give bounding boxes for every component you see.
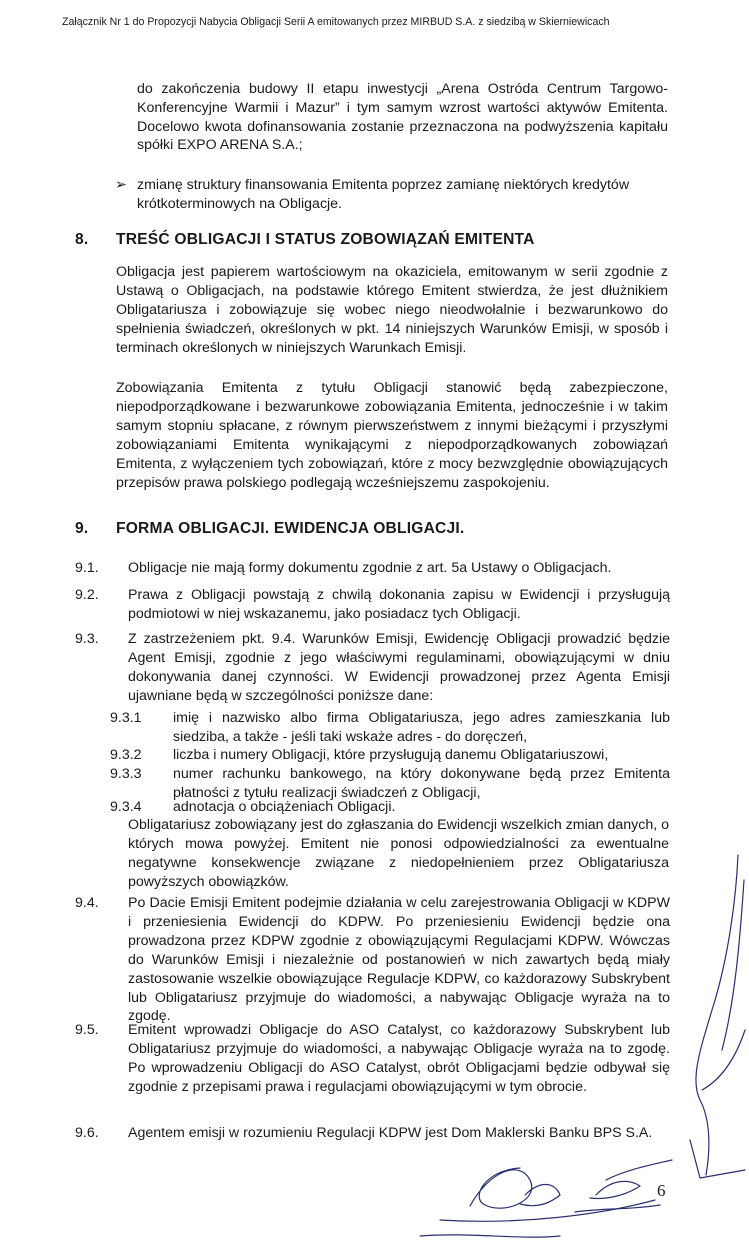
section-8-paragraph-2: Zobowiązania Emitenta z tytułu Obligacji stanowić będą zabezpieczone, niepodporządkowane i bezwarunkowe zobowiązania Emitenta, jednocześnie i w takim samym stopniu spłacane, z równym pierwszeństwem z innymi bieżącymi i przyszłymi zobowiązaniami Emitenta wynikającymi z niepodporządkowanych zobowiązań Emitenta, z wyłączeniem tych zobowiązań, które z mocy bezwzględnie obowiązujących przepisów prawa polskiego podlegają wcześniejszemu zaspokojeniu. bbox=[116, 380, 668, 491]
page-header: Załącznik Nr 1 do Propozycji Nabycia Obligacji Serii A emitowanych przez MIRBUD S.A. z siedzibą w Skierniewicach bbox=[62, 16, 610, 28]
clause-text: Agentem emisji w rozumieniu Regulacji KDPW jest Dom Maklerski Banku BPS S.A. bbox=[128, 1125, 653, 1141]
page-number: 6 bbox=[657, 1181, 666, 1200]
clause-number: 9.3. bbox=[75, 631, 99, 647]
clause-9-3-closing-paragraph: Obligatariusz zobowiązany jest do zgłaszania do Ewidencji wszelkich zmian danych, o których mowa powyżej. Emitent nie ponosi odpowiedzialności za ewentualne negatywne konsekwencje związane z niedopełnieniem przez Obligatariusza powyższych obowiązków. bbox=[128, 817, 669, 890]
section-8-title: TREŚĆ OBLIGACJI I STATUS ZOBOWIĄZAŃ EMITENTA bbox=[116, 231, 535, 248]
clause-number: 9.5. bbox=[75, 1022, 99, 1038]
section-9-title: FORMA OBLIGACJI. EWIDENCJA OBLIGACJI. bbox=[116, 520, 465, 537]
clause-number: 9.6. bbox=[75, 1125, 99, 1141]
clause-text: Po Dacie Emisji Emitent podejmie działania w celu zarejestrowania Obligacji w KDPW i przeniesienia Ewidencji do KDPW. Po przeniesieniu Ewidencji będzie ona prowadzona przez KDPW zgodnie z obowiązującymi Regulacjami KDPW. Wówczas do Warunków Emisji i niezależnie od postanowień w nich zawartych będą miały zastosowanie wszelkie obowiązujące Regulacje KDPW, co każdorazowy Subskrybent lub Obligatariusz przyjmuje do wiadomości, a nabywając Obligacje wyraża na to zgodę. bbox=[128, 895, 670, 1025]
clause-text: Z zastrzeżeniem pkt. 9.4. Warunków Emisji, Ewidencję Obligacji prowadzić będzie Agent Emisji, zgodnie z jego właściwymi regulaminami, obowiązującymi w dniu dokonywania danej czynności. W Ewidencji prowadzonej przez Agenta Emisji ujawniane będą w szczególności poniższe dane: bbox=[128, 631, 670, 704]
subclause-text: numer rachunku bankowego, na który dokonywane będą przez Emitenta płatności z tytułu realizacji świadczeń z Obligacji, bbox=[173, 766, 670, 801]
subclause-text: imię i nazwisko albo firma Obligatariusza, jego adres zamieszkania lub siedziba, a także - jeśli taki wskaże adres - do doręczeń, bbox=[173, 710, 670, 745]
clause-number: 9.4. bbox=[75, 895, 99, 911]
subclause-number: 9.3.2 bbox=[110, 747, 142, 763]
bullet-text: zmianę struktury finansowania Emitenta poprzez zamianę niektórych kredytów krótkoterminowych na Obligacje. bbox=[137, 177, 630, 212]
section-8-number: 8. bbox=[75, 231, 89, 248]
clause-text: Obligacje nie mają formy dokumentu zgodnie z art. 5a Ustawy o Obligacjach. bbox=[128, 560, 612, 576]
subclause-number: 9.3.3 bbox=[110, 766, 142, 782]
subclause-text: adnotacja o obciążeniach Obligacji. bbox=[173, 799, 396, 815]
continuation-paragraph: do zakończenia budowy II etapu inwestycji „Arena Ostróda Centrum Targowo-Konferencyjne Warmii i Mazur” i tym samym wzrost wartości aktywów Emitenta. Docelowo kwota dofinansowania zostanie przeznaczona na podwyższenia kapitału spółki EXPO ARENA S.A.; bbox=[137, 81, 668, 154]
bullet-arrow-icon: ➢ bbox=[115, 177, 127, 193]
clause-text: Emitent wprowadzi Obligacje do ASO Catalyst, co każdorazowy Subskrybent lub Obligatariusz przyjmuje do wiadomości, a nabywając Obligacje wyraża na to zgodę. Po wprowadzeniu Obligacji do ASO Catalyst, obrót Obligacjami będzie odbywał się zgodnie z przepisami prawa i regulacjami obowiązującymi w tym obrocie. bbox=[128, 1022, 670, 1095]
subclause-number: 9.3.4 bbox=[110, 799, 142, 815]
clause-number: 9.2. bbox=[75, 587, 99, 603]
subclause-number: 9.3.1 bbox=[110, 710, 142, 726]
section-8-paragraph-1: Obligacja jest papierem wartościowym na okaziciela, emitowanym w serii zgodnie z Ustawą o Obligacjach, na podstawie którego Emitent stwierdza, że jest dłużnikiem Obligatariusza i zobowiązuje się wobec niego nieodwołalnie i bezwarunkowo do spełnienia świadczeń, określonych w pkt. 14 niniejszych Warunków Emisji, w sposób i terminach określonych w niniejszych Warunkach Emisji. bbox=[116, 264, 668, 356]
clause-number: 9.1. bbox=[75, 560, 99, 576]
clause-text: Prawa z Obligacji powstają z chwilą dokonania zapisu w Ewidencji i przysługują podmiotowi w niej wskazanemu, jako posiadacz tych Obligacji. bbox=[128, 587, 670, 622]
section-9-number: 9. bbox=[75, 520, 89, 537]
subclause-text: liczba i numery Obligacji, które przysługują danemu Obligatariuszowi, bbox=[173, 747, 609, 763]
